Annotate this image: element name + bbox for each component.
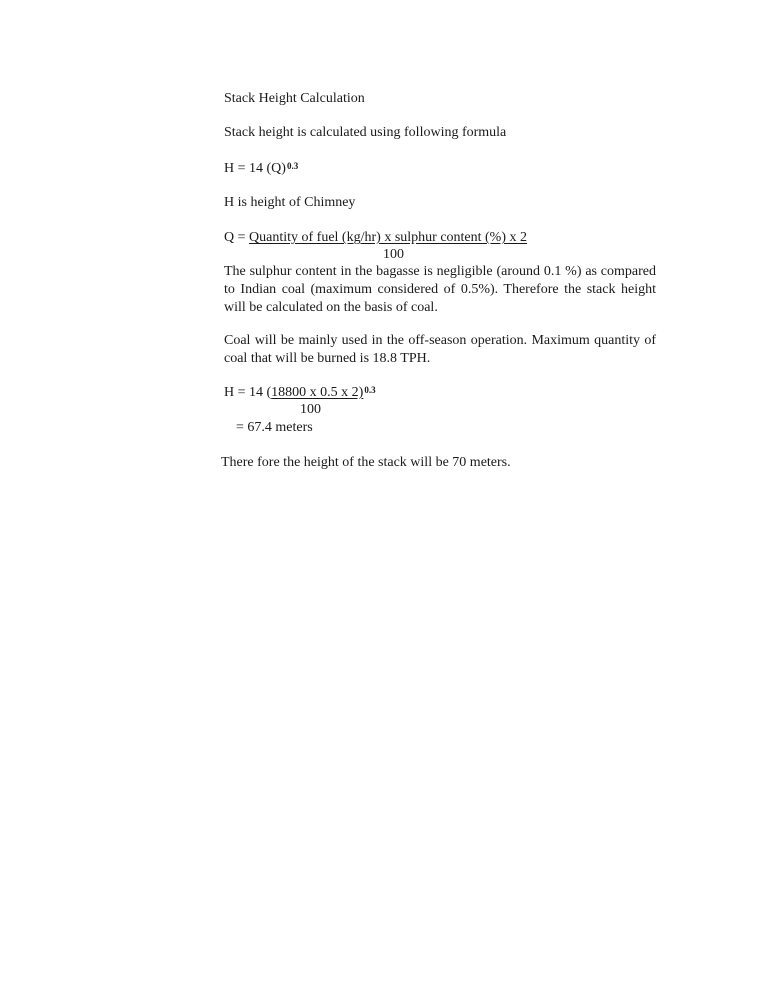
calc-denominator: 100 bbox=[300, 402, 321, 417]
calc-exponent: 0.3 bbox=[364, 385, 376, 395]
calc-result: = 67.4 meters bbox=[236, 420, 313, 435]
calc-numerator: 18800 x 0.5 x 2) bbox=[271, 385, 364, 400]
intro-text: Stack height is calculated using following formula bbox=[224, 125, 507, 140]
document-title: Stack Height Calculation bbox=[224, 91, 365, 106]
formula-exponent: 0.3 bbox=[286, 161, 299, 171]
h-definition: H is height of Chimney bbox=[224, 195, 356, 210]
coal-paragraph: Coal will be mainly used in the off-season operation. Maximum quantity of coal that will be burned is 18.8 TPH. bbox=[224, 333, 656, 366]
formula-base: H = 14 (Q) bbox=[224, 161, 286, 176]
conclusion-text: There fore the height of the stack will be 70 meters. bbox=[221, 455, 511, 470]
calculation-formula bbox=[224, 384, 376, 402]
q-formula bbox=[224, 229, 527, 247]
q-formula-prefix: Q = bbox=[224, 230, 250, 245]
calc-prefix: H = 14 ( bbox=[224, 385, 272, 400]
q-formula-denominator: 100 bbox=[383, 247, 404, 262]
sulphur-paragraph: The sulphur content in the bagasse is negligible (around 0.1 %) as compared to Indian coal (maximum considered of 0.5%). Therefore the stack height will be calculated on the basis of coal. bbox=[224, 264, 656, 315]
stack-height-formula bbox=[224, 160, 298, 178]
q-formula-numerator: Quantity of fuel (kg/hr) x sulphur content (%) x 2 bbox=[249, 230, 528, 245]
